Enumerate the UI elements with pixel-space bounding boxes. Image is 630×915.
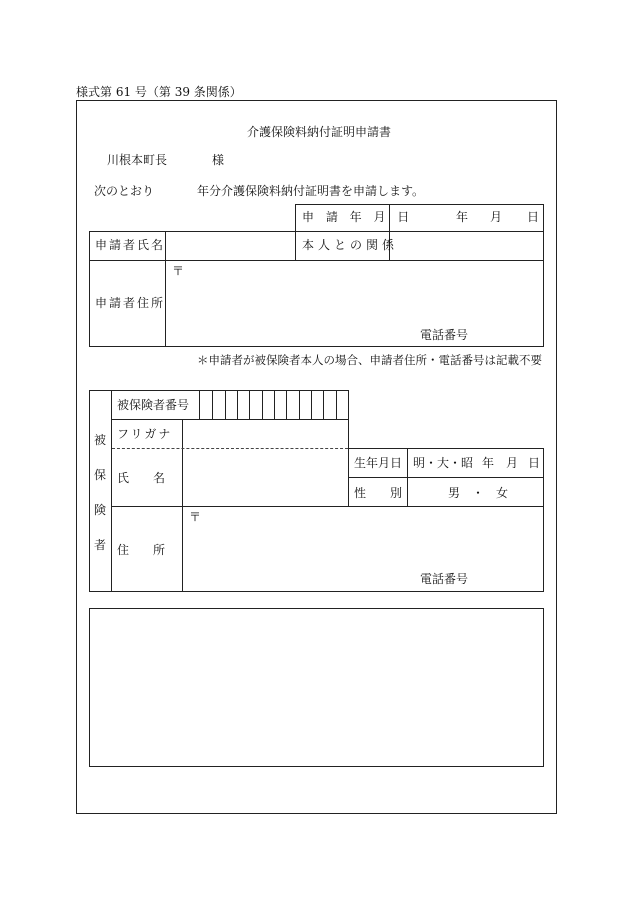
applicant-name-label: 申請者氏名 xyxy=(95,238,166,252)
insured-side-char-3: 険 xyxy=(94,503,107,517)
insured-address-label: 住 所 xyxy=(117,543,166,557)
birth-day-unit: 日 xyxy=(528,456,541,470)
form-title: 介護保険料納付証明申請書 xyxy=(247,125,392,139)
birth-year-unit: 年 xyxy=(482,456,495,470)
insured-address-field[interactable] xyxy=(183,507,543,591)
insured-side-column xyxy=(89,390,112,592)
birth-date-label: 生年月日 xyxy=(354,456,403,470)
remarks-box[interactable] xyxy=(89,608,544,767)
sex-options[interactable]: 男 ・ 女 xyxy=(448,486,509,500)
insured-postal-mark: 〒 xyxy=(189,510,202,524)
applicant-phone-label: 電話番号 xyxy=(420,328,469,342)
applicant-postal-mark: 〒 xyxy=(172,264,185,278)
note-text: ＊申請者が被保険者本人の場合、申請者住所・電話番号は記載不要 xyxy=(197,353,542,367)
date-year-unit: 年 xyxy=(456,210,469,224)
sex-label: 性 別 xyxy=(354,486,403,500)
furigana-field[interactable] xyxy=(183,420,347,447)
application-date-label: 申 請 年 月 日 xyxy=(302,210,414,224)
insured-side-char-4: 者 xyxy=(94,538,107,552)
birth-month-unit: 月 xyxy=(506,456,519,470)
insured-side-char-1: 被 xyxy=(94,433,107,447)
insured-side-char-2: 保 xyxy=(94,468,107,482)
request-body: 年分介護保険料納付証明書を申請します。 xyxy=(197,184,425,198)
insured-phone-label: 電話番号 xyxy=(420,572,469,586)
relation-label: 本人との関係 xyxy=(302,238,399,252)
applicant-name-field[interactable] xyxy=(166,232,294,259)
insured-name-label: 氏 名 xyxy=(117,471,166,485)
applicant-address-field[interactable] xyxy=(166,261,543,346)
birth-era-options: 明・大・昭 xyxy=(413,456,474,470)
furigana-label: フリガナ xyxy=(117,427,173,441)
insured-number-field[interactable] xyxy=(200,391,348,419)
insured-name-field[interactable] xyxy=(183,450,347,505)
request-lead: 次のとおり xyxy=(94,184,155,198)
insured-number-label: 被保険者番号 xyxy=(117,398,190,412)
applicant-address-label: 申請者住所 xyxy=(95,296,166,310)
honorific: 様 xyxy=(212,153,225,167)
relation-field[interactable] xyxy=(390,232,543,259)
form-number: 様式第 61 号（第 39 条関係） xyxy=(76,85,242,99)
addressee: 川根本町長 xyxy=(107,153,168,167)
date-month-unit: 月 xyxy=(490,210,503,224)
date-day-unit: 日 xyxy=(527,210,540,224)
